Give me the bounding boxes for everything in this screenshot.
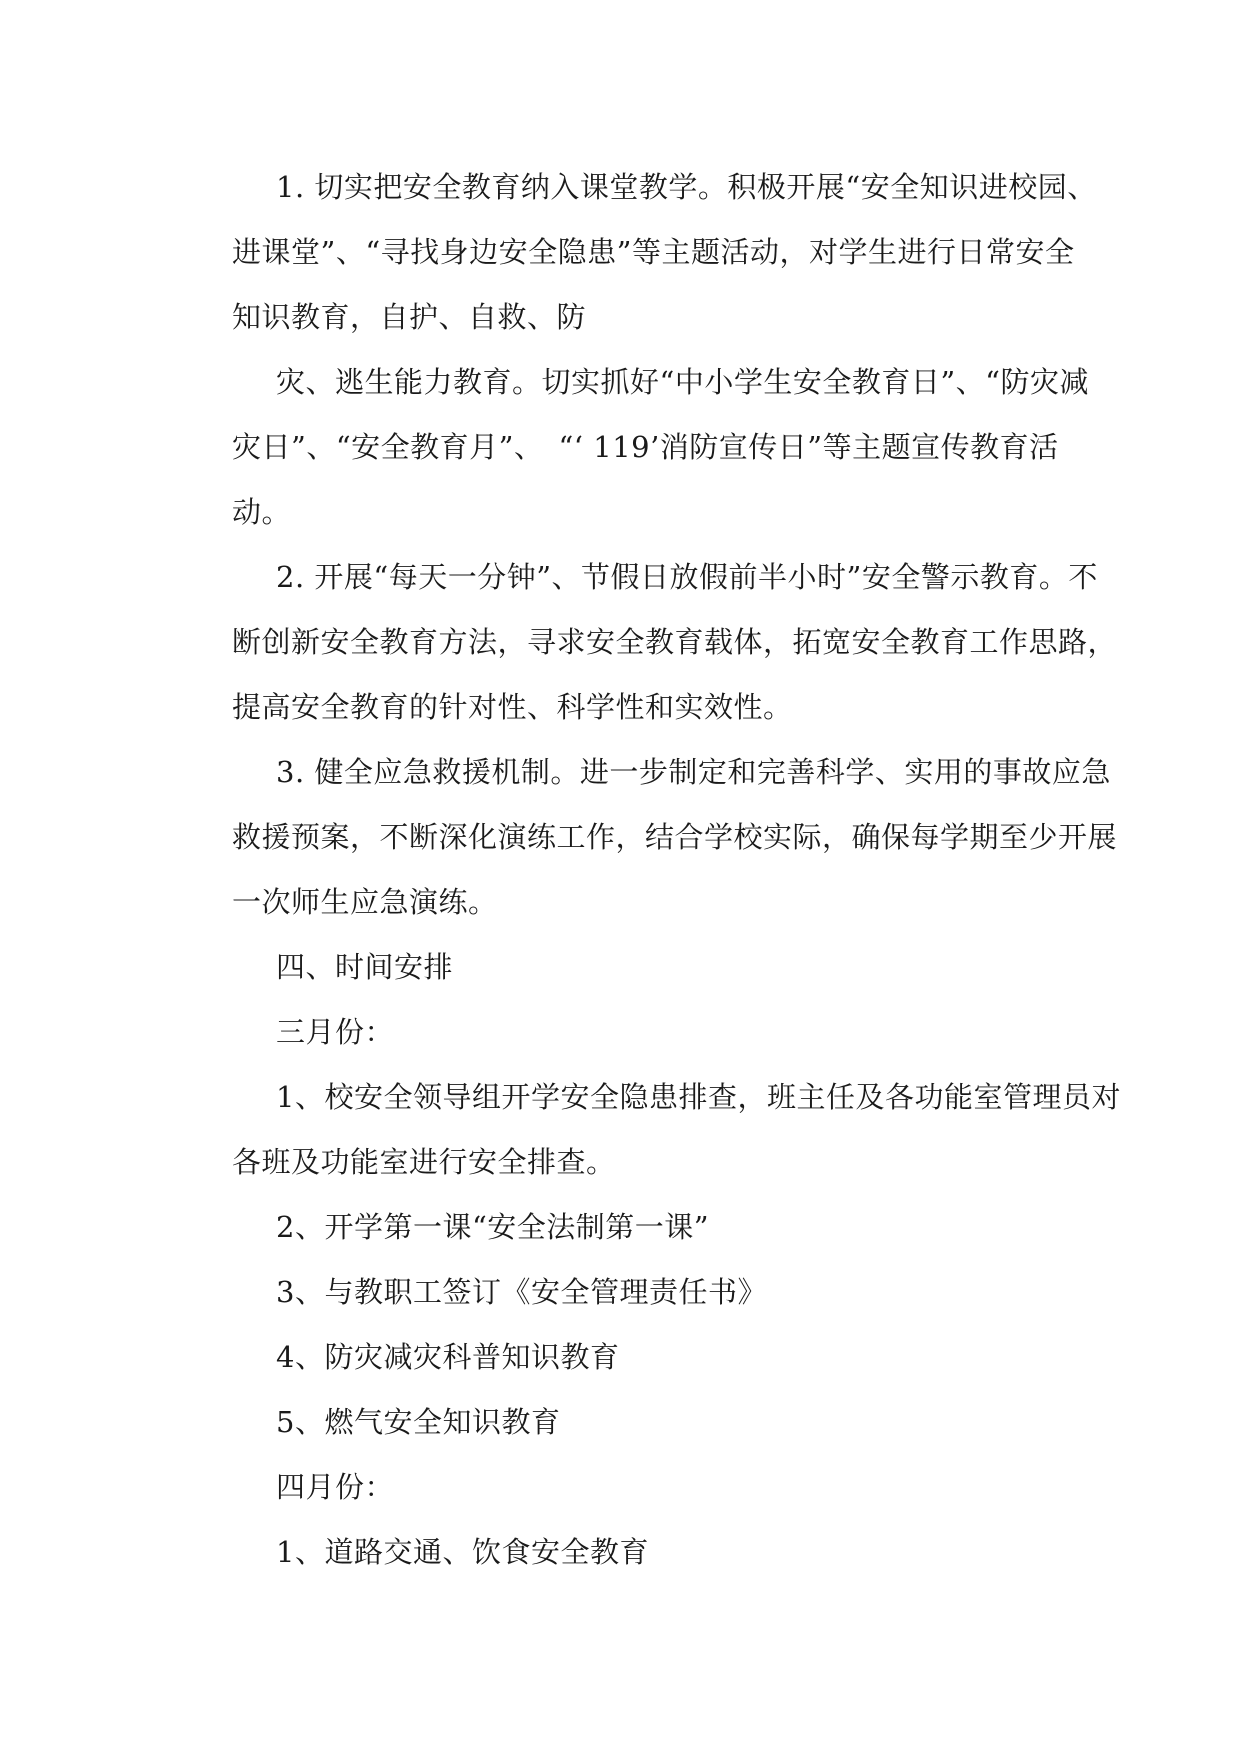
document-body [188,155,1121,1585]
text-line: 1、校安全领导组开学安全隐患排查，班主任及各功能室管理员对 [276,1080,1121,1114]
list-item [188,1325,1056,1390]
text-line: 1、道路交通、饮食安全教育 [276,1535,649,1569]
paragraph-1 [188,155,1097,350]
text-line: 断创新安全教育方法，寻求安全教育载体，拓宽安全教育工作思路， [232,625,1118,659]
text-line: 四月份： [276,1470,395,1504]
text-line: 灾日”、“安全教育月”、 “‘ 119’消防宣传日”等主题宣传教育活 [232,430,1059,464]
paragraph-3 [188,545,1118,740]
section-heading [188,935,1056,1000]
text-line: 四、时间安排 [276,950,454,984]
list-item [188,1390,1056,1455]
text-line: 2、开学第一课“安全法制第一课” [276,1210,710,1244]
text-line: 4、防灾减灾科普知识教育 [276,1340,620,1374]
list-item [188,1195,1056,1260]
text-line: 5、燃气安全知识教育 [276,1405,561,1439]
text-line: 进课堂”、“寻找身边安全隐患”等主题活动，对学生进行日常安全 [232,235,1075,269]
month-heading-april [188,1455,1056,1520]
text-line: 灾、逃生能力教育。切实抓好“中小学生安全教育日”、“防灾减 [276,365,1089,399]
month-heading-march [188,1000,1056,1065]
text-line: 3、与教职工签订《安全管理责任书》 [276,1275,767,1309]
text-line: 提高安全教育的针对性、科学性和实效性。 [232,690,793,724]
text-line: 三月份： [276,1015,395,1049]
text-line: 知识教育，自护、自救、防 [232,300,587,334]
list-item [188,1520,1056,1585]
text-line: 1. 切实把安全教育纳入课堂教学。积极开展“安全知识进校园、 [276,170,1097,204]
text-line: 一次师生应急演练。 [232,885,498,919]
text-line: 动。 [232,495,292,529]
paragraph-4 [188,740,1118,935]
text-line: 各班及功能室进行安全排查。 [232,1145,616,1179]
text-line: 3. 健全应急救援机制。进一步制定和完善科学、实用的事故应急 [276,755,1111,789]
list-item [188,1260,1056,1325]
text-line: 2. 开展“每天一分钟”、节假日放假前半小时”安全警示教育。不 [276,560,1098,594]
list-item [188,1065,1121,1195]
paragraph-2 [188,350,1089,545]
text-line: 救援预案，不断深化演练工作，结合学校实际，确保每学期至少开展 [232,820,1118,854]
